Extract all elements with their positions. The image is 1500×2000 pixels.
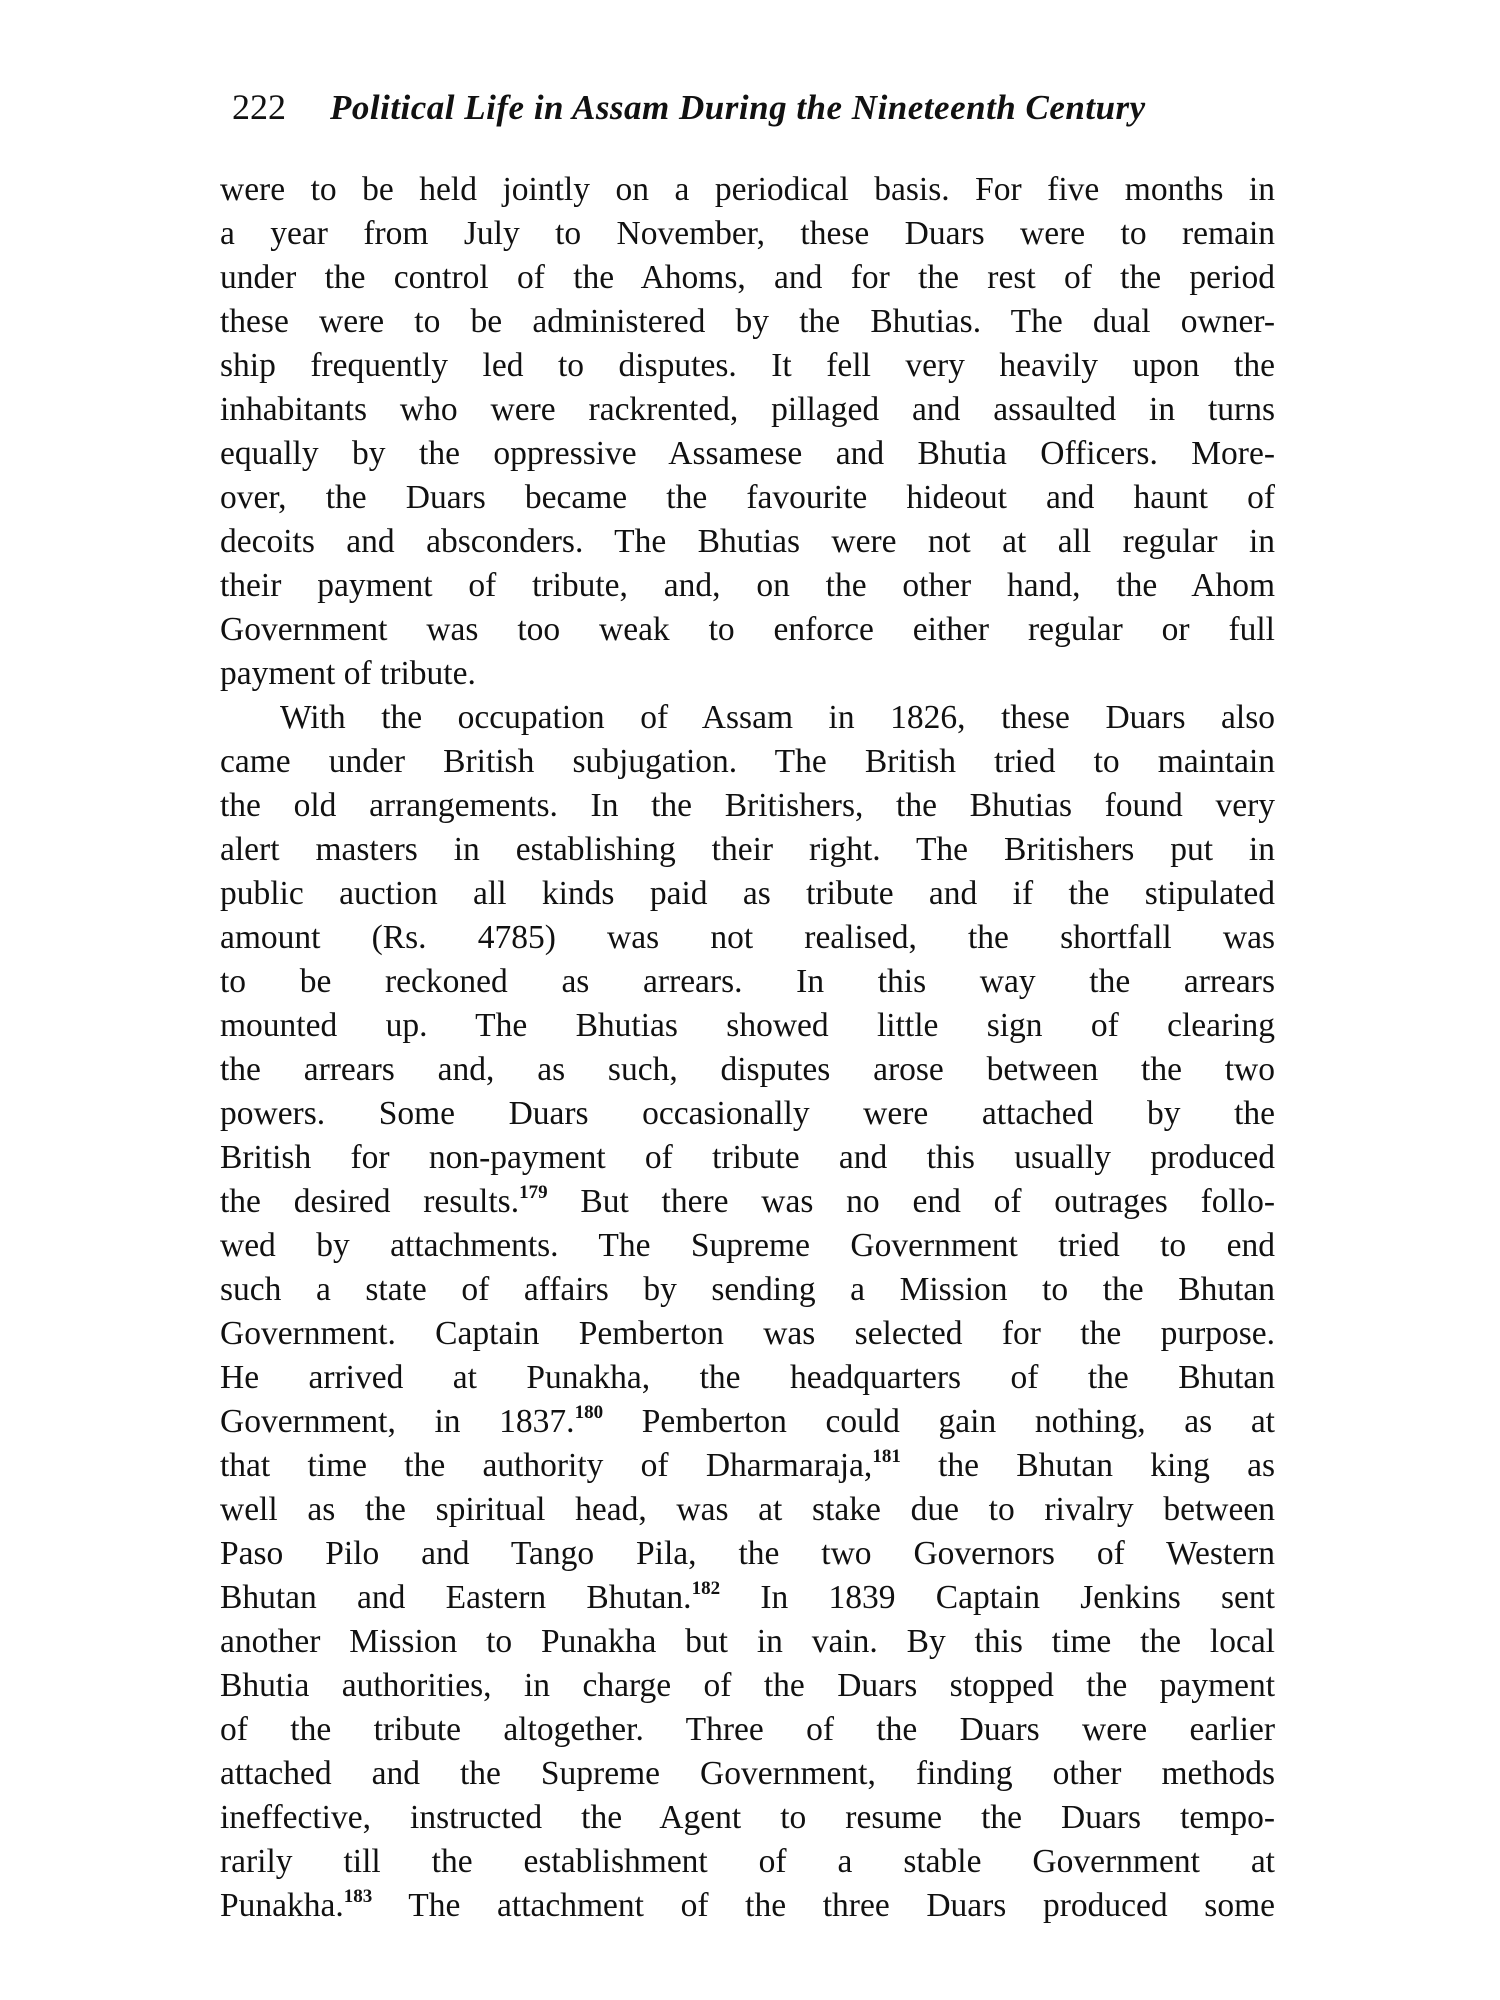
line-text-continued: Pemberton could gain nothing, as at [603, 1403, 1275, 1440]
text-line [220, 1532, 1275, 1576]
text-line [220, 1840, 1275, 1884]
text-line [220, 1180, 1275, 1224]
paragraph [220, 168, 1275, 696]
line-text: public auction all kinds paid as tribute and if the stipulated [220, 875, 1275, 912]
text-line [220, 784, 1275, 828]
text-line [220, 1444, 1275, 1488]
text-line [220, 608, 1275, 652]
text-line [220, 256, 1275, 300]
text-line [220, 1488, 1275, 1532]
line-text: came under British subjugation. The British tried to maintain [220, 743, 1275, 780]
text-line [220, 740, 1275, 784]
text-line [220, 1752, 1275, 1796]
line-text: amount (Rs. 4785) was not realised, the shortfall was [220, 919, 1275, 956]
text-line [220, 300, 1275, 344]
text-line [220, 1620, 1275, 1664]
running-title: Political Life in Assam During the Nineteenth Century [330, 88, 1146, 127]
line-text: Government. Captain Pemberton was selected for the purpose. [220, 1315, 1275, 1352]
line-text-continued: the Bhutan king as [900, 1447, 1275, 1484]
line-text: Government, in 1837. [220, 1403, 575, 1440]
text-line [220, 1884, 1275, 1928]
line-text: the old arrangements. In the Britishers, the Bhutias found very [220, 787, 1275, 824]
line-text: equally by the oppressive Assamese and Bhutia Officers. More- [220, 435, 1275, 472]
line-text: under the control of the Ahoms, and for the rest of the period [220, 259, 1275, 296]
text-line [220, 652, 1275, 696]
line-text: their payment of tribute, and, on the other hand, the Ahom [220, 567, 1275, 604]
line-text: With the occupation of Assam in 1826, these Duars also [280, 699, 1275, 736]
line-text: such a state of affairs by sending a Mission to the Bhutan [220, 1271, 1275, 1308]
text-line [220, 520, 1275, 564]
text-line [220, 476, 1275, 520]
line-text: the desired results. [220, 1183, 520, 1220]
body-text [220, 168, 1275, 1928]
line-text: ship frequently led to disputes. It fell very heavily upon the [220, 347, 1275, 384]
text-line [220, 1356, 1275, 1400]
line-text: Bhutan and Eastern Bhutan. [220, 1579, 692, 1616]
line-text: that time the authority of Dharmaraja, [220, 1447, 873, 1484]
text-line [220, 344, 1275, 388]
paragraph [220, 696, 1275, 1928]
text-line [220, 564, 1275, 608]
page-header [232, 86, 1232, 146]
text-line [220, 1268, 1275, 1312]
text-line [220, 1312, 1275, 1356]
text-line [220, 1796, 1275, 1840]
line-text: mounted up. The Bhutias showed little sign of clearing [220, 1007, 1275, 1044]
text-line [220, 432, 1275, 476]
line-text: powers. Some Duars occasionally were attached by the [220, 1095, 1275, 1132]
line-text: wed by attachments. The Supreme Government tried to end [220, 1227, 1275, 1264]
text-line [220, 1004, 1275, 1048]
text-line [220, 1576, 1275, 1620]
page-number: 222 [232, 87, 286, 127]
footnote-marker: 182 [691, 1578, 721, 1599]
text-line [220, 960, 1275, 1004]
text-line [220, 1092, 1275, 1136]
footnote-marker: 179 [519, 1182, 548, 1203]
line-text: attached and the Supreme Government, finding other methods [220, 1755, 1275, 1792]
text-line [220, 1136, 1275, 1180]
footnote-marker: 183 [343, 1886, 373, 1907]
text-line [220, 212, 1275, 256]
line-text: Bhutia authorities, in charge of the Duars stopped the payment [220, 1667, 1275, 1704]
line-text: Punakha. [220, 1887, 344, 1924]
text-line [220, 1048, 1275, 1092]
footnote-marker: 181 [872, 1446, 901, 1467]
text-line [220, 1224, 1275, 1268]
line-text: were to be held jointly on a periodical basis. For five months in [220, 171, 1275, 208]
line-text: alert masters in establishing their right. The Britishers put in [220, 831, 1275, 868]
text-line [220, 168, 1275, 212]
line-text: Paso Pilo and Tango Pila, the two Governors of Western [220, 1535, 1275, 1572]
line-text: of the tribute altogether. Three of the Duars were earlier [220, 1711, 1275, 1748]
line-text: rarily till the establishment of a stable Government at [220, 1843, 1275, 1880]
line-text: decoits and absconders. The Bhutias were not at all regular in [220, 523, 1275, 560]
line-text: another Mission to Punakha but in vain. By this time the local [220, 1623, 1275, 1660]
text-line [220, 916, 1275, 960]
line-text: the arrears and, as such, disputes arose between the two [220, 1051, 1275, 1088]
line-text: to be reckoned as arrears. In this way the arrears [220, 963, 1275, 1000]
footnote-marker: 180 [574, 1402, 604, 1423]
line-text: ineffective, instructed the Agent to resume the Duars tempo- [220, 1799, 1275, 1836]
line-text: a year from July to November, these Duars were to remain [220, 215, 1275, 252]
text-line [220, 828, 1275, 872]
text-line [220, 388, 1275, 432]
line-text: Government was too weak to enforce either regular or full [220, 611, 1275, 648]
line-text: over, the Duars became the favourite hideout and haunt of [220, 479, 1275, 516]
line-text-continued: In 1839 Captain Jenkins sent [720, 1579, 1275, 1616]
text-line [220, 1664, 1275, 1708]
line-text-continued: The attachment of the three Duars produced some [372, 1887, 1275, 1924]
line-text: payment of tribute. [220, 655, 476, 692]
text-line [220, 1400, 1275, 1444]
text-line [220, 1708, 1275, 1752]
line-text: well as the spiritual head, was at stake due to rivalry between [220, 1491, 1275, 1528]
text-line [220, 696, 1275, 740]
text-line [220, 872, 1275, 916]
line-text: these were to be administered by the Bhutias. The dual owner- [220, 303, 1275, 340]
line-text: He arrived at Punakha, the headquarters of the Bhutan [220, 1359, 1275, 1396]
line-text: British for non-payment of tribute and this usually produced [220, 1139, 1275, 1176]
line-text: inhabitants who were rackrented, pillaged and assaulted in turns [220, 391, 1275, 428]
line-text-continued: But there was no end of outrages follo- [547, 1183, 1275, 1220]
